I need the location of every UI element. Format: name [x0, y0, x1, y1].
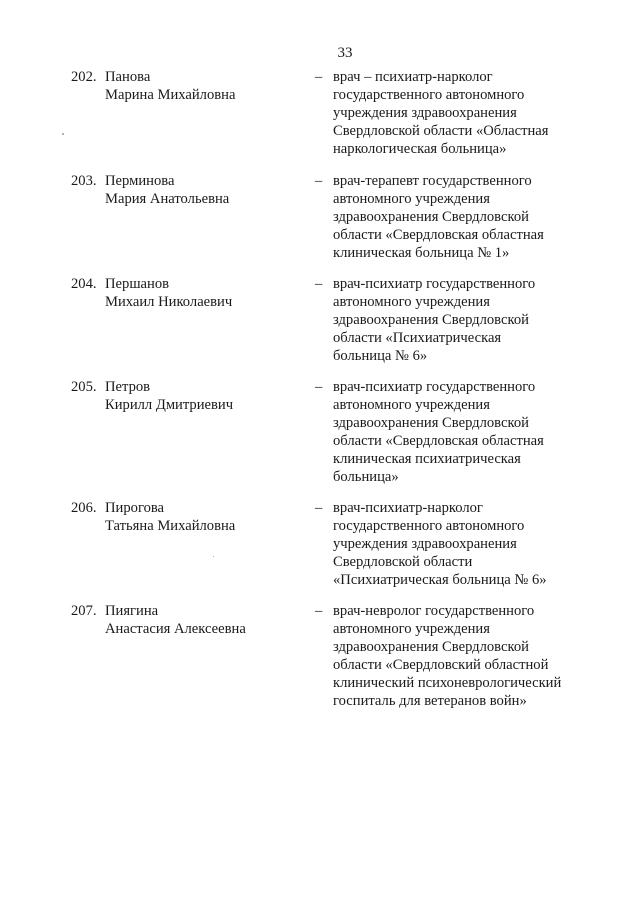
entry-dash: – [315, 276, 323, 292]
description-line: автономного учреждения [333, 294, 490, 310]
description-line: клинический психоневрологический [333, 675, 562, 691]
description-line: здравоохранения Свердловской [333, 639, 529, 655]
description-line: области «Свердловская областная [333, 433, 544, 449]
description-line: больница» [333, 469, 399, 485]
person-surname: Перминова [105, 173, 175, 189]
entry-number: 205. [71, 379, 97, 395]
position-description [333, 378, 603, 486]
person-name [105, 172, 305, 208]
person-given-names: Михаил Николаевич [105, 294, 233, 310]
person-given-names: Кирилл Дмитриевич [105, 397, 234, 413]
person-name [105, 378, 305, 414]
entry-number: 203. [71, 173, 97, 189]
person-given-names: Марина Михайловна [105, 87, 236, 103]
description-line: врач-психиатр государственного [333, 379, 536, 395]
list-item [0, 275, 640, 375]
description-line: здравоохранения Свердловской [333, 312, 529, 328]
entry-dash: – [315, 500, 323, 516]
description-line: врач-психиатр-нарколог [333, 500, 483, 516]
person-name [105, 499, 305, 535]
person-name [105, 602, 305, 638]
entry-number: 206. [71, 500, 97, 516]
list-item [0, 602, 640, 709]
position-description [333, 172, 603, 262]
person-surname: Першанов [105, 276, 170, 292]
scan-speck [62, 133, 64, 135]
position-description [333, 68, 603, 158]
person-surname: Пирогова [105, 500, 165, 516]
description-line: «Психиатрическая больница № 6» [333, 572, 547, 588]
list-item [0, 68, 640, 168]
description-line: Свердловской области «Областная [333, 123, 549, 139]
description-line: врач-невролог государственного [333, 603, 535, 619]
description-line: наркологическая больница» [333, 141, 507, 157]
entry-dash: – [315, 173, 323, 189]
description-line: автономного учреждения [333, 397, 490, 413]
person-surname: Панова [105, 69, 151, 85]
person-given-names: Анастасия Алексеевна [105, 621, 246, 637]
description-line: клиническая больница № 1» [333, 245, 510, 261]
entry-number: 207. [71, 603, 97, 619]
description-line: автономного учреждения [333, 621, 490, 637]
description-line: больница № 6» [333, 348, 428, 364]
list-item [0, 499, 640, 599]
description-line: области «Психиатрическая [333, 330, 502, 346]
position-description [333, 602, 603, 710]
description-line: учреждения здравоохранения [333, 105, 517, 121]
entry-dash: – [315, 379, 323, 395]
list-item [0, 378, 640, 485]
person-given-names: Мария Анатольевна [105, 191, 230, 207]
description-line: области «Свердловская областная [333, 227, 544, 243]
description-line: здравоохранения Свердловской [333, 415, 529, 431]
entry-dash: – [315, 69, 323, 85]
description-line: здравоохранения Свердловской [333, 209, 529, 225]
description-line: врач-терапевт государственного [333, 173, 532, 189]
description-line: Свердловской области [333, 554, 473, 570]
scan-speck [213, 556, 214, 557]
entry-number: 202. [71, 69, 97, 85]
person-surname: Петров [105, 379, 151, 395]
person-name [105, 275, 305, 311]
description-line: клиническая психиатрическая [333, 451, 521, 467]
description-line: области «Свердловский областной [333, 657, 549, 673]
entry-number: 204. [71, 276, 97, 292]
person-given-names: Татьяна Михайловна [105, 518, 236, 534]
description-line: госпиталь для ветеранов войн» [333, 693, 527, 709]
entry-dash: – [315, 603, 323, 619]
description-line: врач-психиатр государственного [333, 276, 536, 292]
description-line: государственного автономного [333, 518, 525, 534]
description-line: государственного автономного [333, 87, 525, 103]
description-line: врач – психиатр-нарколог [333, 69, 493, 85]
person-name [105, 68, 305, 104]
person-surname: Пиягина [105, 603, 159, 619]
position-description [333, 499, 603, 589]
list-item [0, 172, 640, 272]
page-number: 33 [337, 45, 353, 61]
description-line: автономного учреждения [333, 191, 490, 207]
position-description [333, 275, 603, 365]
description-line: учреждения здравоохранения [333, 536, 517, 552]
